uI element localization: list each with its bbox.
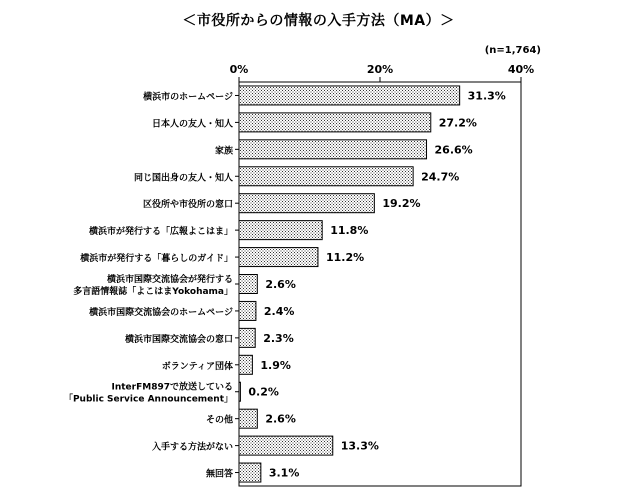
x-tick-label: 20% xyxy=(366,63,394,76)
data-label: 27.2% xyxy=(438,116,477,130)
bar xyxy=(239,194,374,213)
sample-size: (n=1,764) xyxy=(484,45,541,56)
data-label: 11.8% xyxy=(330,224,369,238)
data-label: 2.3% xyxy=(263,331,294,345)
category-label: 横浜市のホームページ xyxy=(143,92,233,103)
data-label: 11.2% xyxy=(325,251,365,265)
data-label: 2.4% xyxy=(263,304,295,318)
category-label: 横浜市国際交流協会の窓口 xyxy=(124,334,233,345)
data-label: 31.3% xyxy=(467,89,506,103)
category-label: 入手する方法がない xyxy=(151,442,233,453)
data-label: 26.6% xyxy=(434,143,473,157)
category-label: 日本人の友人・知人 xyxy=(151,119,233,130)
bar xyxy=(239,436,333,455)
x-tick-label: 0% xyxy=(229,63,249,76)
bar xyxy=(239,140,427,159)
bar xyxy=(239,355,252,374)
category-label: 区役所や市役所の窓口 xyxy=(142,200,233,211)
category-label: 「Public Service Announcement」 xyxy=(63,394,233,405)
category-label: その他 xyxy=(205,415,233,426)
data-label: 1.9% xyxy=(260,358,291,372)
category-label: 家族 xyxy=(214,146,233,157)
category-label: 無回答 xyxy=(205,469,233,480)
bar xyxy=(239,463,261,482)
bar xyxy=(239,221,322,240)
bar xyxy=(239,86,460,105)
category-label: 横浜市が発行する「暮らしのガイド」 xyxy=(80,254,233,265)
category-label: 多言語情報誌「よこはまYokohama」 xyxy=(73,287,233,297)
bar xyxy=(239,275,257,294)
bar xyxy=(239,113,431,132)
bar xyxy=(239,248,318,267)
data-label: 19.2% xyxy=(382,197,421,211)
category-label: 同じ国出身の友人・知人 xyxy=(133,173,233,184)
category-label: ボランティア団体 xyxy=(161,361,233,372)
data-label: 24.7% xyxy=(421,170,460,184)
chart-title: ＜市役所からの情報の入手方法（MA）＞ xyxy=(182,13,455,29)
category-label: 横浜市国際交流協会が発行する xyxy=(106,275,233,285)
data-label: 2.6% xyxy=(265,412,296,426)
data-label: 2.6% xyxy=(265,278,296,291)
category-label: 横浜市が発行する「広報よこはま」 xyxy=(88,227,233,238)
bar xyxy=(239,328,255,347)
bar xyxy=(239,409,257,428)
data-label: 3.1% xyxy=(268,466,300,480)
data-label: 13.3% xyxy=(340,439,379,453)
bar xyxy=(239,301,256,320)
bar xyxy=(239,167,413,186)
data-label: 0.2% xyxy=(248,385,279,399)
category-label: InterFM897で放送している xyxy=(111,382,233,393)
x-tick-label: 40% xyxy=(507,63,535,76)
bar xyxy=(239,382,240,401)
category-label: 横浜市国際交流協会のホームページ xyxy=(89,307,233,318)
